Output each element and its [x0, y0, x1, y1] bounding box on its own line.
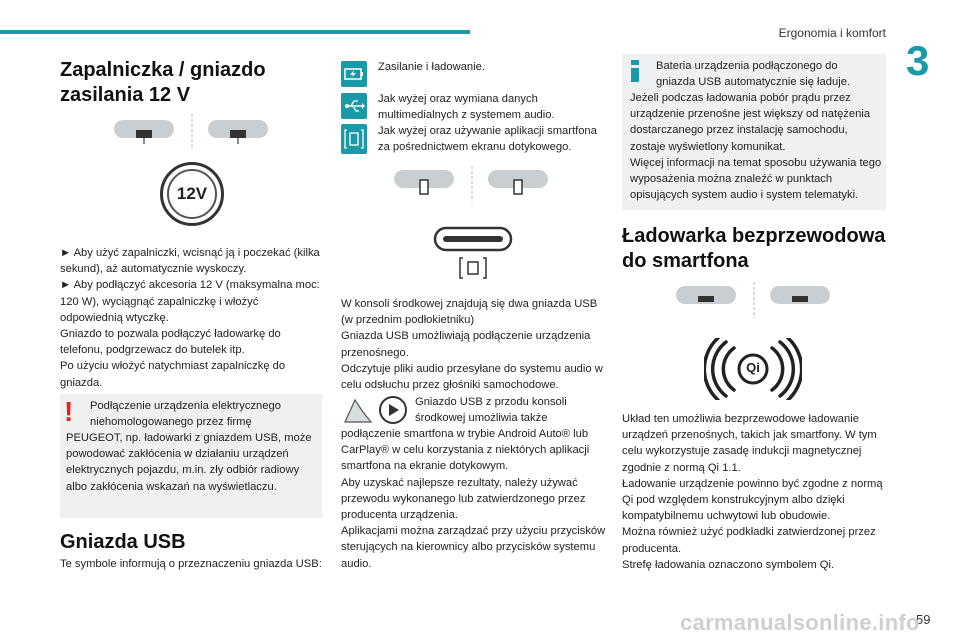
cigarette-lighter-heading: Zapalniczka / gniazdo zasilania 12 V: [60, 59, 266, 106]
warning-box: [60, 394, 322, 518]
lighter-instructions: ► Aby użyć zapalniczki, wcisnąć ją i poczekać (kilka sekund), aż automatycznie wyskoczy. ► Aby podłączyć akcesoria 12 V (maksymalna moc: 120 W), wyciągnąć zapalniczkę i włożyć odpowiednią wtyczkę. Gniazdo to pozwala podłączyć ładowarkę do telefonu, podgrzewacz do butelek itp. Po użyciu włożyć natychmiast zapalniczkę do gniazda.: [60, 247, 320, 389]
info-box: [622, 54, 886, 210]
socket-12v-label: 12V: [167, 169, 217, 219]
section-title: Ergonomia i komfort: [778, 26, 886, 40]
usb-c-port-icon: [433, 226, 513, 288]
warning-icon: !: [64, 396, 74, 427]
usb-heading: Gniazda USB: [60, 531, 186, 553]
watermark: carmanualsonline.info: [680, 610, 920, 635]
usb-intro: Te symbole informują o przeznaczeniu gniazda USB:: [60, 558, 322, 570]
dashboard-location-icon: [112, 112, 272, 152]
header-accent-bar: [0, 30, 470, 34]
info-text-first: Bateria urządzenia podłączonego do gniazda USB automatycznie się ładuje.: [656, 60, 851, 89]
smartphone-mirror-icon: [341, 124, 367, 154]
page-number: 59: [916, 612, 931, 627]
usb-icon: [341, 93, 367, 119]
usb-description: W konsoli środkowej znajdują się dwa gniazda USB (w przednim podłokietniku) Gniazda USB umożliwiają podłączenie urządzenia przenośnego. Odczytuje pliki audio przesyłane do systemu audio w celu odsłuchu przez głośniki samochodowe.: [341, 298, 603, 392]
carplay-description: podłączenie smartfona w trybie Android Auto® lub CarPlay® w celu korzystania z niektórych aplikacji smartfona na ekranie dotykowym. Aby uzyskać najlepsze rezultaty, należy używać przewodu wykonanego lub zatwierdzonego przez producenta urządzenia. Aplikacjami można zarządzać przy użyciu przycisków sterujących na kierownicy albo przycisków systemu audio.: [341, 428, 606, 570]
legend-text-mirror: Jak wyżej oraz używanie aplikacji smartfona za pośrednictwem ekranu dotykowego.: [378, 125, 597, 154]
warning-text: PEUGEOT, np. ładowarki z gniazdem USB, może powodować zakłócenia w działaniu urządzeń elektrycznych pojazdu, m.in. zły odbiór radiowy albo zakłócenia wskazań na wyświetlaczu.: [66, 432, 312, 493]
qi-symbol-icon: [704, 338, 802, 400]
socket-12v-icon: [160, 162, 224, 226]
battery-charging-icon: [341, 61, 367, 87]
wireless-charger-heading: Ładowarka bezprzewodowa do smartfona: [622, 225, 886, 272]
legend-text-usb: Jak wyżej oraz wymiana danych multimedialnych z systemem audio.: [378, 93, 555, 122]
wireless-description: Układ ten umożliwia bezprzewodowe ładowanie urządzeń przenośnych, takich jak smartfony. W tym celu wykorzystuje zasadę indukcji magnetycznej zgodnie z normą Qi 1.1. Ładowanie urządzenie powinno być zgodne z normą Qi pod względem konstrukcyjnym albo dzięki kompatybilnemu uchwytowi lub obudowie. Można również użyć podkładki zatwierdzonej przez producenta. Strefę ładowania oznaczono symbolem Qi.: [622, 413, 883, 571]
chapter-number: 3: [906, 37, 930, 84]
usb-location-icon: [392, 164, 552, 204]
carplay-text-first: Gniazdo USB z przodu konsoli środkowej umożliwia także: [415, 396, 567, 425]
legend-text-charging: Zasilanie i ładowanie.: [378, 61, 485, 73]
info-icon: [630, 60, 640, 82]
qi-label: Qi: [746, 360, 760, 375]
info-text: Jeżeli podczas ładowania pobór prądu przez urządzenie przenośne jest większy od natężenia dostarczanego przez instalację samochodu, zostaje wyświetlony komunikat. Więcej informacji na temat sposobu używania tego wyposażenia można znaleźć w punktach opisujących system audio i system telematyki.: [630, 92, 882, 202]
warning-text-first: Podłączenie urządzenia elektrycznego niehomologowanego przez firmę: [90, 400, 281, 429]
wireless-location-icon: [674, 280, 834, 320]
android-auto-carplay-icon: [341, 394, 411, 426]
